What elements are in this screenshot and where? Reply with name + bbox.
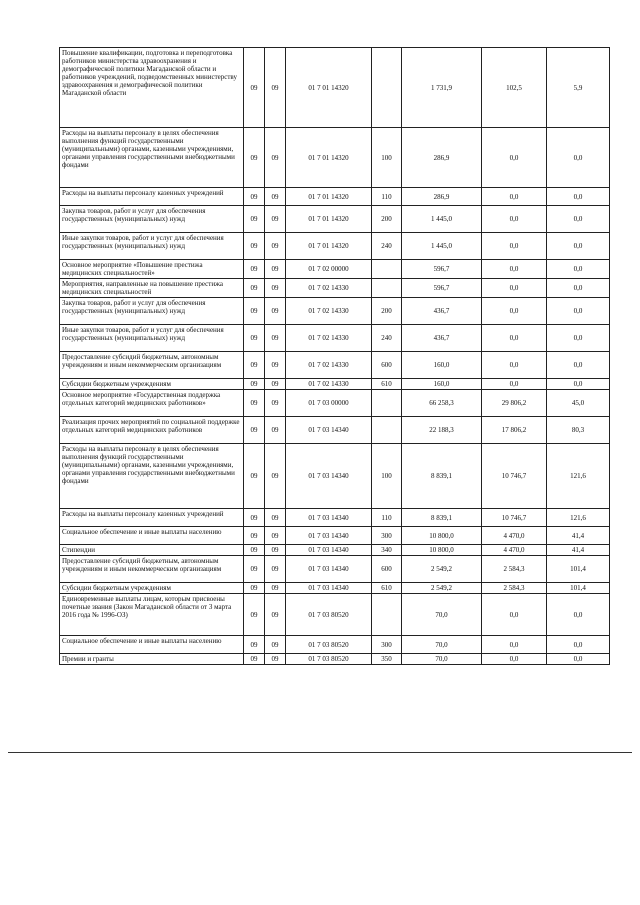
table-row: [60, 390, 610, 417]
cell-subsection: 09: [265, 233, 286, 260]
cell-expense-type: 100: [372, 444, 402, 509]
cell-name: Единовременные выплаты лицам, которым присвоены почетные звания (Закон Магаданской области от 3 марта 2016 года № 1996-ОЗ): [60, 594, 244, 636]
table-body: [60, 48, 610, 665]
cell-value-3: 0,0: [547, 233, 610, 260]
cell-value-2: 10 746,7: [482, 444, 547, 509]
cell-target-article: 01 7 02 14330: [286, 279, 372, 298]
cell-expense-type: 600: [372, 352, 402, 379]
cell-subsection: 09: [265, 636, 286, 654]
cell-target-article: 01 7 03 14340: [286, 417, 372, 444]
cell-name: Субсидии бюджетным учреждениям: [60, 583, 244, 594]
cell-target-article: 01 7 03 14340: [286, 509, 372, 527]
cell-value-2: 0,0: [482, 325, 547, 352]
cell-subsection: 09: [265, 206, 286, 233]
cell-expense-type: [372, 594, 402, 636]
cell-name: Премии и гранты: [60, 654, 244, 665]
cell-section: 09: [244, 298, 265, 325]
cell-name: Субсидии бюджетным учреждениям: [60, 379, 244, 390]
cell-value-2: 2 584,3: [482, 556, 547, 583]
table-row: [60, 279, 610, 298]
cell-value-2: 0,0: [482, 188, 547, 206]
cell-expense-type: 300: [372, 636, 402, 654]
cell-value-1: 70,0: [402, 594, 482, 636]
cell-value-2: 4 470,0: [482, 545, 547, 556]
cell-subsection: 09: [265, 594, 286, 636]
cell-section: 09: [244, 48, 265, 128]
cell-section: 09: [244, 654, 265, 665]
cell-target-article: 01 7 03 80520: [286, 594, 372, 636]
cell-target-article: 01 7 02 14330: [286, 352, 372, 379]
cell-subsection: 09: [265, 583, 286, 594]
cell-value-2: 0,0: [482, 379, 547, 390]
cell-subsection: 09: [265, 188, 286, 206]
cell-target-article: 01 7 02 00000: [286, 260, 372, 279]
cell-value-2: 0,0: [482, 298, 547, 325]
cell-value-2: 102,5: [482, 48, 547, 128]
cell-name: Расходы на выплаты персоналу в целях обеспечения выполнения функций государственными (муниципальными) органами, казенными учреждениями, органами управления государственными внебюджетными фондами: [60, 444, 244, 509]
cell-value-3: 0,0: [547, 379, 610, 390]
cell-subsection: 09: [265, 509, 286, 527]
cell-name: Расходы на выплаты персоналу казенных учреждений: [60, 509, 244, 527]
cell-target-article: 01 7 03 14340: [286, 527, 372, 545]
table-row: [60, 260, 610, 279]
cell-name: Закупка товаров, работ и услуг для обеспечения государственных (муниципальных) нужд: [60, 206, 244, 233]
budget-table: [59, 47, 610, 665]
cell-value-1: 286,9: [402, 128, 482, 188]
table-row: [60, 636, 610, 654]
cell-value-1: 160,0: [402, 352, 482, 379]
cell-target-article: 01 7 01 14320: [286, 233, 372, 260]
cell-value-3: 0,0: [547, 654, 610, 665]
cell-value-3: 5,9: [547, 48, 610, 128]
cell-target-article: 01 7 02 14330: [286, 298, 372, 325]
cell-value-1: 70,0: [402, 636, 482, 654]
cell-value-2: 0,0: [482, 233, 547, 260]
cell-name: Предоставление субсидий бюджетным, автономным учреждениям и иным некоммерческим организациям: [60, 352, 244, 379]
cell-name: Иные закупки товаров, работ и услуг для обеспечения государственных (муниципальных) нужд: [60, 233, 244, 260]
cell-section: 09: [244, 188, 265, 206]
cell-value-1: 2 549,2: [402, 556, 482, 583]
table-row: [60, 325, 610, 352]
cell-expense-type: 200: [372, 206, 402, 233]
cell-section: 09: [244, 527, 265, 545]
table-row: [60, 556, 610, 583]
cell-section: 09: [244, 594, 265, 636]
cell-value-1: 160,0: [402, 379, 482, 390]
cell-value-3: 0,0: [547, 260, 610, 279]
cell-section: 09: [244, 279, 265, 298]
cell-expense-type: 610: [372, 379, 402, 390]
cell-target-article: 01 7 01 14320: [286, 48, 372, 128]
cell-target-article: 01 7 02 14330: [286, 379, 372, 390]
cell-section: 09: [244, 390, 265, 417]
cell-value-1: 1 445,0: [402, 206, 482, 233]
cell-value-2: 0,0: [482, 260, 547, 279]
cell-subsection: 09: [265, 545, 286, 556]
cell-value-2: 0,0: [482, 654, 547, 665]
cell-value-1: 10 800,0: [402, 545, 482, 556]
cell-section: 09: [244, 233, 265, 260]
cell-subsection: 09: [265, 390, 286, 417]
cell-section: 09: [244, 352, 265, 379]
cell-name: Закупка товаров, работ и услуг для обеспечения государственных (муниципальных) нужд: [60, 298, 244, 325]
cell-section: 09: [244, 260, 265, 279]
table-row: [60, 654, 610, 665]
cell-expense-type: 240: [372, 325, 402, 352]
cell-section: 09: [244, 636, 265, 654]
cell-value-1: 436,7: [402, 298, 482, 325]
table-row: [60, 206, 610, 233]
cell-value-3: 0,0: [547, 298, 610, 325]
cell-section: 09: [244, 206, 265, 233]
cell-value-3: 0,0: [547, 636, 610, 654]
cell-subsection: 09: [265, 379, 286, 390]
cell-subsection: 09: [265, 527, 286, 545]
cell-target-article: 01 7 03 80520: [286, 636, 372, 654]
cell-value-3: 80,3: [547, 417, 610, 444]
cell-value-3: 121,6: [547, 509, 610, 527]
cell-value-3: 101,4: [547, 583, 610, 594]
cell-value-1: 10 800,0: [402, 527, 482, 545]
cell-value-3: 0,0: [547, 325, 610, 352]
cell-value-3: 0,0: [547, 188, 610, 206]
cell-expense-type: 110: [372, 188, 402, 206]
cell-subsection: 09: [265, 325, 286, 352]
cell-target-article: 01 7 03 14340: [286, 556, 372, 583]
cell-section: 09: [244, 128, 265, 188]
cell-section: 09: [244, 379, 265, 390]
cell-expense-type: 350: [372, 654, 402, 665]
cell-expense-type: 240: [372, 233, 402, 260]
cell-name: Повышение квалификации, подготовка и переподготовка работников министерства здравоохранения и демографической политики Магаданской области и работников учреждений, подведомственных министерству здравоохранения и демографической политики Магаданской области: [60, 48, 244, 128]
table-row: [60, 527, 610, 545]
cell-name: Иные закупки товаров, работ и услуг для обеспечения государственных (муниципальных) нужд: [60, 325, 244, 352]
cell-value-2: 0,0: [482, 206, 547, 233]
cell-value-1: 1 731,9: [402, 48, 482, 128]
cell-expense-type: 610: [372, 583, 402, 594]
cell-name: Социальное обеспечение и иные выплаты населению: [60, 527, 244, 545]
cell-value-2: 29 806,2: [482, 390, 547, 417]
cell-target-article: 01 7 03 14340: [286, 444, 372, 509]
cell-name: Социальное обеспечение и иные выплаты населению: [60, 636, 244, 654]
table-row: [60, 583, 610, 594]
cell-value-3: 121,6: [547, 444, 610, 509]
cell-subsection: 09: [265, 444, 286, 509]
cell-expense-type: [372, 390, 402, 417]
cell-subsection: 09: [265, 128, 286, 188]
cell-target-article: 01 7 03 00000: [286, 390, 372, 417]
cell-value-1: 70,0: [402, 654, 482, 665]
cell-value-1: 66 258,3: [402, 390, 482, 417]
cell-expense-type: [372, 48, 402, 128]
cell-value-1: 1 445,0: [402, 233, 482, 260]
cell-value-3: 41,4: [547, 545, 610, 556]
cell-section: 09: [244, 583, 265, 594]
cell-value-1: 22 188,3: [402, 417, 482, 444]
cell-subsection: 09: [265, 352, 286, 379]
cell-name: Реализация прочих мероприятий по социальной поддержке отдельных категорий медицинских работников: [60, 417, 244, 444]
cell-expense-type: [372, 279, 402, 298]
table-row: [60, 128, 610, 188]
cell-value-3: 0,0: [547, 352, 610, 379]
page-bottom-rule: [8, 752, 632, 753]
cell-section: 09: [244, 545, 265, 556]
cell-section: 09: [244, 556, 265, 583]
table-row: [60, 417, 610, 444]
cell-target-article: 01 7 01 14320: [286, 128, 372, 188]
cell-expense-type: 200: [372, 298, 402, 325]
cell-target-article: 01 7 03 80520: [286, 654, 372, 665]
cell-value-2: 0,0: [482, 594, 547, 636]
table-row: [60, 545, 610, 556]
cell-value-3: 41,4: [547, 527, 610, 545]
table-row: [60, 48, 610, 128]
cell-value-2: 0,0: [482, 279, 547, 298]
cell-expense-type: 340: [372, 545, 402, 556]
cell-expense-type: 300: [372, 527, 402, 545]
cell-name: Расходы на выплаты персоналу казенных учреждений: [60, 188, 244, 206]
table-row: [60, 298, 610, 325]
cell-value-1: 436,7: [402, 325, 482, 352]
cell-value-2: 17 806,2: [482, 417, 547, 444]
cell-name: Предоставление субсидий бюджетным, автономным учреждениям и иным некоммерческим организациям: [60, 556, 244, 583]
cell-name: Основное мероприятие «Государственная поддержка отдельных категорий медицинских работников»: [60, 390, 244, 417]
cell-target-article: 01 7 03 14340: [286, 545, 372, 556]
cell-expense-type: 100: [372, 128, 402, 188]
cell-expense-type: 110: [372, 509, 402, 527]
cell-value-2: 0,0: [482, 128, 547, 188]
cell-value-1: 286,9: [402, 188, 482, 206]
cell-subsection: 09: [265, 654, 286, 665]
cell-expense-type: [372, 260, 402, 279]
cell-subsection: 09: [265, 48, 286, 128]
cell-value-3: 45,0: [547, 390, 610, 417]
cell-expense-type: 600: [372, 556, 402, 583]
cell-value-2: 2 584,3: [482, 583, 547, 594]
cell-subsection: 09: [265, 417, 286, 444]
table-row: [60, 233, 610, 260]
cell-name: Мероприятия, направленные на повышение престижа медицинских специальностей: [60, 279, 244, 298]
cell-name: Расходы на выплаты персоналу в целях обеспечения выполнения функций государственными (муниципальными) органами, казенными учреждениями, органами управления государственными внебюджетными фондами: [60, 128, 244, 188]
table-row: [60, 594, 610, 636]
cell-value-1: 8 839,1: [402, 509, 482, 527]
cell-name: Стипендии: [60, 545, 244, 556]
cell-subsection: 09: [265, 556, 286, 583]
cell-expense-type: [372, 417, 402, 444]
cell-subsection: 09: [265, 260, 286, 279]
cell-value-1: 596,7: [402, 279, 482, 298]
table-row: [60, 379, 610, 390]
cell-value-2: 10 746,7: [482, 509, 547, 527]
cell-value-3: 0,0: [547, 594, 610, 636]
table-row: [60, 188, 610, 206]
cell-subsection: 09: [265, 279, 286, 298]
table-row: [60, 444, 610, 509]
cell-value-3: 0,0: [547, 128, 610, 188]
cell-target-article: 01 7 01 14320: [286, 188, 372, 206]
cell-value-3: 101,4: [547, 556, 610, 583]
cell-target-article: 01 7 02 14330: [286, 325, 372, 352]
table-row: [60, 509, 610, 527]
cell-subsection: 09: [265, 298, 286, 325]
cell-section: 09: [244, 417, 265, 444]
cell-section: 09: [244, 444, 265, 509]
cell-section: 09: [244, 509, 265, 527]
cell-value-2: 0,0: [482, 352, 547, 379]
cell-value-1: 596,7: [402, 260, 482, 279]
cell-value-1: 2 549,2: [402, 583, 482, 594]
cell-value-3: 0,0: [547, 279, 610, 298]
cell-name: Основное мероприятие «Повышение престижа медицинских специальностей»: [60, 260, 244, 279]
cell-value-3: 0,0: [547, 206, 610, 233]
table-row: [60, 352, 610, 379]
cell-section: 09: [244, 325, 265, 352]
cell-value-2: 0,0: [482, 636, 547, 654]
cell-target-article: 01 7 01 14320: [286, 206, 372, 233]
cell-value-1: 8 839,1: [402, 444, 482, 509]
cell-value-2: 4 470,0: [482, 527, 547, 545]
cell-target-article: 01 7 03 14340: [286, 583, 372, 594]
